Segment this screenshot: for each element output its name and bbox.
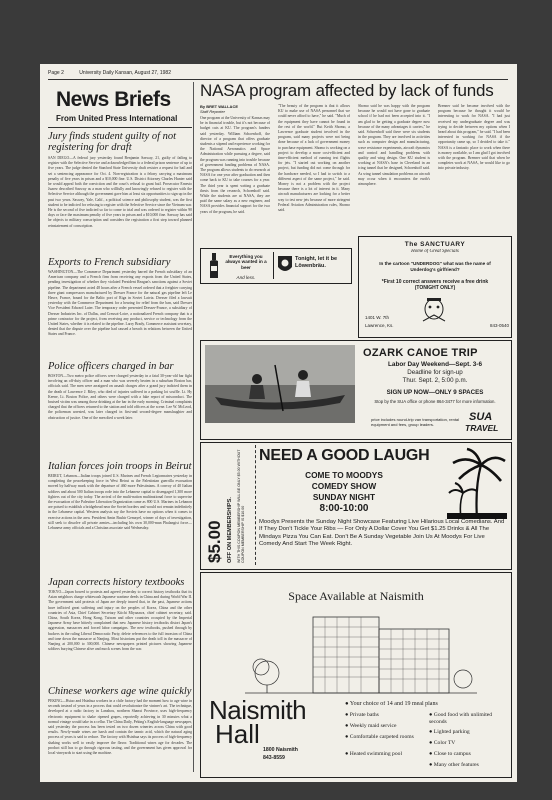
sua-logo: SUA: [469, 411, 493, 423]
brief-headline-1: Jury finds student guilty of not registering for draft: [48, 131, 177, 153]
canoe-trip-ad: [200, 340, 512, 440]
page-header: [48, 70, 508, 80]
feature-right-4: [429, 751, 509, 759]
nasa-column-4: Brenner said he became involved with the program because he thought it would be interesting to work for NASA. "I had just received my undergraduate degree and was trying to decide between my options when I heard about this program," he said. "I had been interested in working for NASA if the opportunity came up, so I decided to take it." NASA is a fantastic place to work when there is money available, so I am glad I got involved with the program. Brenner said that when he completes work at NASA, he would like to go into private industry.: [438, 104, 510, 171]
sanctuary-ad: [358, 236, 512, 338]
naismith-features: [345, 701, 509, 775]
travel-logo: TRAVEL: [465, 423, 499, 433]
brief-body-3: BOSTON—Two metro police officers were charged yesterday in a fatal 30-year-old bar fight involving an off-duty officer and a man who was severely beaten in a suburban Boston bar, officials said. The men were arraigned on assault charges after a grand jury indicted them in the death of Lawrence J. Riley, who died of injuries suffered in a parking lot scuffle. Lt. Hy Keene, Lt. Boston Police, and others were charged with a fake report of misconduct. The bruised victim was among those drinking at the bar in the early morning. Criminal complaints charged that the officers returned to the station and told officers at the scene. Lee W. McLeod, the policeman arrested, was later charged in first-and second-degree manslaughter and obstruction of justice. One of the men died a week later.: [48, 374, 192, 420]
briefs-rule: [48, 127, 192, 128]
underdog-drawing-icon: [409, 297, 459, 325]
lowenbrau-left-small: And less.: [236, 275, 256, 280]
canoe-photo-art: [205, 345, 355, 423]
feature-left-2: [345, 723, 421, 731]
nasa-byline: By BRET WALLACE: [200, 104, 238, 109]
beer-bottle-icon: [207, 253, 221, 279]
coupon-amount: $5.00: [205, 520, 224, 563]
bullet-icon: ●: [429, 712, 433, 718]
bullet-icon: ●: [429, 751, 433, 757]
lion-crest-icon: [277, 255, 293, 275]
bullet-icon: ●: [345, 734, 349, 740]
brief-headline-4: Italian forces join troops in Beirut: [48, 461, 192, 472]
feature-left-4: [345, 751, 421, 766]
brief-body-5: TOKYO—Japan bowed to protests and agreed yesterday to correct history textbooks that its Asian neighbors charge whitewash Japanese wartime deeds in China and during World War II. The government said protests of Japan are deeply inured that, in the past, Japanese actions have inflicted great suffering and injury on the peoples of Korea, China and the other countries of Asia, Chief Cabinet Secretary Kiichi Miyazawa, chief cabinet secretary, said. China, South Korea, Hong Kong, Taiwan and other countries occupied by the Imperial Japanese Army have bitterly complained that new Japanese history textbooks distort Japan's aggression, massacres and forced labor campaigns. The new textbooks, pushed through by backers in the ruling Liberal Democratic Party, delete references to the full invasion of China and tone down the massacre at Nanjing. Most historians put the death toll in the massacre of Nanjing at 200,000 to 300,000. Chinese newspapers printed pictures showing Japanese soldiers burying Chinese alive and mock scenes from the war.: [48, 590, 192, 652]
moodys-description: Moodys Presents the Sunday Night Showcase Featuring Live Hilarious Local Comedians. And If They Don't Tickle Your Ribs — For Only A Dollar Cover You Get $1.25 Drinks & All The Mindays Pizza You Can Eat. Don't Be A Sunday Vegetable Join Us At Moodys For Live Comedy And Start The Week Right.: [259, 519, 505, 547]
feature-right-2: [429, 729, 509, 737]
lowenbrau-ad: [200, 248, 352, 284]
nasa-byline-role: Staff Reporter: [200, 109, 225, 114]
briefs-subtitle: From United Press International: [56, 114, 178, 123]
feature-text: Lighted parking: [433, 729, 470, 735]
feature-right-5: [429, 762, 509, 770]
lowenbrau-divider: [273, 252, 274, 279]
bullet-icon: ●: [345, 701, 349, 707]
feature-text: Heated swimming pool: [349, 751, 402, 757]
brief-body-6: PEKING—Hsiao and Hsinhua workers in a chile factory had the moment how to age wine in seconds instead of years in a process that could revolutionize the vintner's art. The technique, developed at a radio factory in Lanzhou, northern Shanxi Province, uses high-frequency electronic equipment to shake ripened grapes, reportedly achieving in 30 minutes what a normal vintage would take in a cellar. The China Daily, Peking's English-language newspaper, said yesterday the process has been tested on two dozen wineries across China with good results. Newly-made wines are harsh and contain the tannic acid, which the natural aging process of years is said to reduce. The factory with Hsinhua says its process of high-frequency shaking works well to vastly improve the flavor. Traditional wines age for decades. The product still has to go through rigorous tasting, and the government has given approval for local vineyards to start using the machine.: [48, 699, 192, 756]
lowenbrau-right-text: Tonight, let it be Löwenbräu.: [295, 256, 338, 269]
palm-trees-icon: [447, 447, 507, 519]
canoe-dates: Labor Day Weekend—Sept. 3-6: [388, 361, 482, 368]
canoe-signup: SIGN UP NOW—ONLY 9 SPACES: [386, 389, 484, 396]
bullet-icon: ●: [345, 751, 349, 757]
bullet-icon: ●: [429, 740, 433, 746]
brief-headline-3: Police officers charged in bar: [48, 361, 174, 372]
moodys-line-1: COME TO MOODYS: [305, 470, 383, 480]
moodys-comedy-ad: [200, 442, 512, 570]
coupon-off-text: OFF ON MEMBERSHIPS.: [227, 497, 233, 563]
feature-text: Comfortable carpeted rooms: [349, 734, 414, 740]
bullet-icon: ●: [345, 712, 349, 718]
bullet-icon: ●: [429, 762, 433, 768]
feature-left-3: [345, 734, 421, 749]
sanctuary-title: The SANCTUARY: [404, 241, 466, 248]
feature-text: Good food with unlimited seconds: [429, 712, 493, 725]
brief-headline-6: Chinese workers age wine quickly: [48, 686, 192, 697]
sanctuary-question: In the cartoon "UNDERDOG" what was the name of Underdog's girlfriend?: [379, 261, 491, 272]
moodys-headline: NEED A GOOD LAUGH: [259, 447, 430, 464]
canoe-info: Stop by the SUA office or phone 864-3477 for more information.: [374, 399, 496, 404]
moodys-time: 8:00-10:00: [319, 503, 369, 514]
brief-body-2: WASHINGTON—The Commerce Department yesterday barred the French subsidiary of an American company and a French firm from receiving any exports from the United States, pending investigation of whether they violated President Reagan's sanctions against a Soviet pipeline. The department acted 48 hours after a French vessel ordered that a freighter carrying three giant compressors manufactured by Dresser France for the natural gas pipeline left Le Havre, France, bound for the Baltic port of Riga in Soviet Latvia. Dresser filed a lawsuit yesterday with the Commerce Department for a hearing for relief from the ban, said Dresser Vice President Edward Luter. The temporary order presented Dresser-France, a subsidiary of Dresser Industries Inc. of Dallas, and Creusot-Loire, a nationalized French company that is a prime contractor for the project, from receiving any product, service or technology from the United States, whether it is related to the pipeline. Larry Brady, Commerce assistant secretary, denied that the dispute over the pipeline had caused a breach in relations between the United States and France.: [48, 270, 192, 337]
nasa-column-3: Shomo said he was happy with the program because he would not have gone to graduate school if he had not been accepted into it. "I am glad to be getting a graduate degree now because of the many advantages it carries," he said. Schoenhoff said there were six students in the program. They are involved in activities such as computer design and manufacturing, wave resistance experiments, aircraft dynamics and control and handling problems with quality and wing design. One KU student is working at NASA's base in Cleveland in an icing tunnel that he designed, Schoenhoff said. As wing tunnel simulation problems on aircraft may occur when it encounters the earth's atmosphere.: [358, 104, 430, 187]
brief-body-4: BEIRUT, Lebanon—Italian troops joined U.S. Marines and French Legionnaires yesterday in completing the peacekeeping force in West Beirut as the Palestinian guerrilla evacuation moved by halfway mark with the departure of 460 more Palestinians. A convoy of 40 Italian soldiers and about 500 Italian troops rode into the Lebanese capital to disengaged 1,300 more fighters out of the city today. The arrival of the multi-nation multinational force to supervise the evacuation of the Palestine Liberation Organization came as 800 U.S. Marines in Lebanon are poised to establish a bridgehead near the Soviet borders and would not remain indefinitely in the Lebanese capital. Western analysts say the Soviets have no options when it comes to exercise actions in the area. President Amin Bashir Gemayel, winner of days of investigation, still seek to dissolve all private armies—including his own 30,000-man Phalangist force—Lebanese army officials and a Christian associate said Wednesday.: [48, 474, 192, 531]
feature-right-1: [429, 712, 509, 727]
moodys-line-3: SUNDAY NIGHT: [312, 492, 376, 502]
feature-text: Close to campus: [433, 751, 471, 757]
naismith-logo-line-1: Naismith: [209, 697, 307, 723]
naismith-hall-ad: [200, 572, 512, 778]
page-number: Page 2: [48, 70, 64, 76]
nasa-headline: NASA program affected by lack of funds: [200, 82, 494, 100]
canoe-deadline-label: Deadline for sign-up: [407, 369, 463, 376]
feature-right-3: [429, 740, 509, 748]
canoe-photo: [205, 345, 355, 423]
feature-text: Color TV: [433, 740, 456, 746]
column-rule: [193, 82, 194, 772]
moodys-line-2: COMEDY SHOW: [311, 481, 377, 491]
naismith-logo-line-2: Hall: [215, 721, 260, 749]
brief-headline-5: Japan corrects history textbooks: [48, 577, 185, 588]
canoe-deadline-date: Thur. Sept. 2, 5:00 p.m.: [402, 377, 468, 384]
brief-body-1: SAN DIEGO—A federal jury yesterday found Benjamin Sasway, 21, guilty of failing to register with the Selective Service and acknowledged him to a federal prison sentence of up to five years. The judge denied the Stanford State University draft resister a request for bail and set a sentencing appearance for Oct. 4. Non-registration is a felony carrying a maximum penalty of five years in prison and a $10,000 fine. U.S. District Attorney Charles Hunter said he would appeal both the conviction and the court's refusal to grant bail. Prosecutor Ernesto Juarez described Sasway as a man who willfully and knowingly refused to register with the Selective Service although the government gave him at least six opportunities to sign up in the past two years. Sasway, Yale, Calif., a political science and philosophy student, was the first student to be indicted for refusing to register with the Selective Service since the Vietnam war. He is the second of five indicted so far to come to trial and was ordered to register within 90 days or face the maximum penalty of five years in prison and a $10,000 fine. Sasway has said he objects to military conscription and considers the registration a first step toward planned reinstatement of conscription.: [48, 156, 192, 228]
naismith-address: 1800 Naismith: [263, 747, 298, 753]
feature-text: Many other features: [433, 762, 479, 768]
sanctuary-phone: 843-0540: [489, 323, 509, 328]
meal-plans-text: Your choice of 14 and 19 meal plans: [349, 701, 438, 707]
feature-text: Private baths: [349, 712, 379, 718]
newspaper-page: [40, 64, 517, 782]
brief-headline-2: Exports to French subsidiary: [48, 257, 171, 268]
naismith-phone: 843-8559: [263, 755, 285, 761]
coupon-fine-print: WITH THIS COUPON MEMBERSHIP WILL BE ONLY $5.00 WITHOUT COUPON MEMBERSHIP IS $10.00: [237, 449, 246, 563]
canoe-price-note: price includes round-trip van transportation, rental equipment and fees, group leaders.: [371, 417, 460, 427]
nasa-column-2: "The beauty of the program is that it allows KU to make use of NASA personnel that we could never afford to have," he said. "Much of the equipment they have cannot be found in the rest of the world." But Keith Shomo, a Lawrence graduate student involved in the program, said many projects were not being done because of a lack of government money to purchase equipment. Shomo is working on a project to develop a more cost-efficient and time-efficient method of running test flights for jets. "I started out working on another project, but funding did not come through for the hardware needed, so I had to switch to a different aspect of the same project," he said. Money is not a problem with the project because there is a lot of interest in it. Many aircraft manufacturers are looking for a better way to test new jets because of more stringent Federal Aviation Administration rules, Shomo said.: [278, 104, 350, 213]
feature-left-1: [345, 712, 421, 720]
bullet-icon: ●: [345, 723, 349, 729]
lowenbrau-left-text: Everything you always wanted in a beer: [225, 254, 267, 270]
sanctuary-offer: *First 10 correct answers receive a free drink (TONIGHT ONLY): [381, 279, 489, 291]
briefs-title: News Briefs: [56, 88, 171, 111]
bullet-icon: ●: [429, 729, 433, 735]
moodys-coupon[interactable]: [203, 445, 256, 565]
sanctuary-subtitle: Home of Great Specials: [411, 249, 459, 254]
feature-text: Weekly maid service: [349, 723, 397, 729]
building-drawing-icon: [241, 609, 481, 695]
canoe-title: OZARK CANOE TRIP: [363, 347, 478, 359]
sanctuary-city: Lawrence, Ks.: [365, 323, 394, 328]
paper-name-date: University Daily Kansan, August 27, 1982: [79, 70, 171, 76]
meal-plans: [345, 701, 509, 709]
naismith-title: Space Available at Naismith: [288, 589, 424, 603]
sanctuary-address: 1401 W. 7th: [365, 315, 390, 320]
nasa-column-1: One program at the University of Kansas may be in financial trouble, but it's not because of budget cuts at KU. The program's funders said yesterday. William Schoenhoff, the director of a program that offers graduate students a stipend and experience working for the National Aeronautics and Space Administration while pursuing a degree, said the program was running into trouble because of government funding problems of NASA. The program allows students to do research at NASA for one year after graduation and then come back to KU to take courses for a year. The third year is spent writing a graduate thesis from the research, Schoenhoff said. While the students are at NASA, they are paid the same salary as a new engineer, and NASA provides financial support for the two years of the program, he said.: [200, 116, 270, 214]
